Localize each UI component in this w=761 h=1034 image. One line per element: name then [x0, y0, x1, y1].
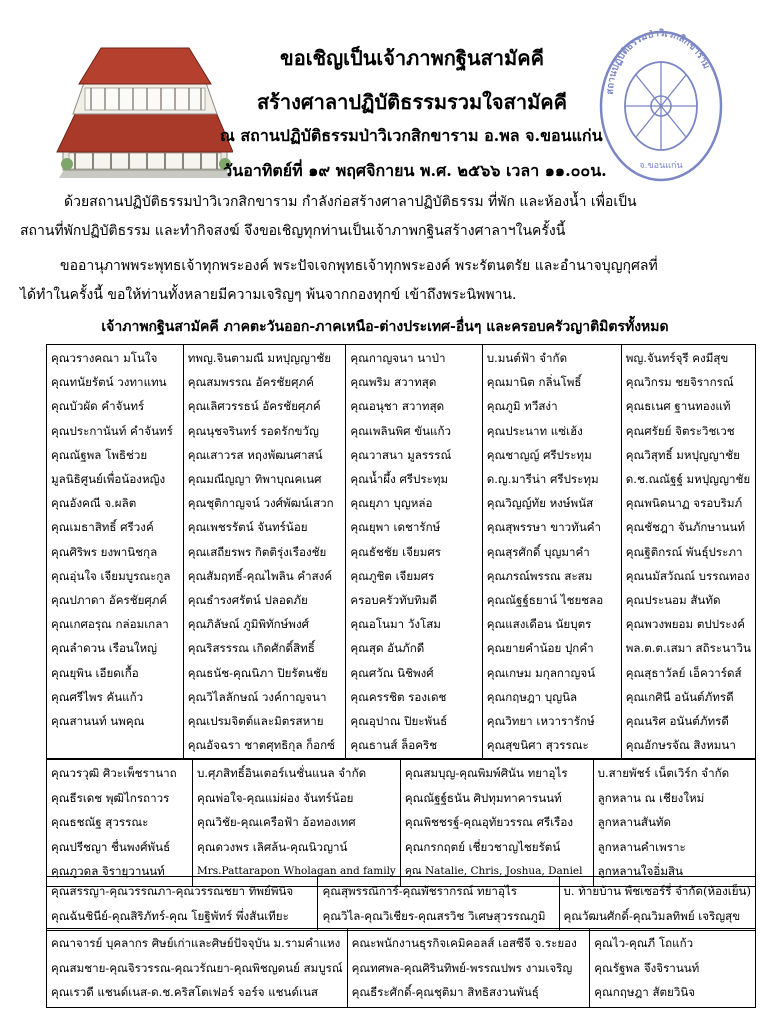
host-name: คุณภูชิต เจียมศร [350, 568, 435, 583]
host-name: คุณวิชัย-คุณเครือฟ้า อ้อทองเทศ [196, 815, 356, 829]
hosts-table-main [46, 344, 756, 760]
host-name: คุณลำดวน เรือนใหญ่ [51, 641, 158, 656]
project-title: สร้างศาลาปฏิบัติธรรมรวมใจสามัคคี [256, 90, 568, 114]
hosts-column-3 [346, 345, 482, 760]
host-name: คุณฐิติกรณ์ พันธุ์ประภา [625, 544, 743, 559]
host-name: คุณเพชรรัตน์ จันทร์น้อย [187, 520, 308, 535]
host-name: คุณกาญจนา นาป่า [350, 351, 446, 365]
intro-p1-line-2: สถานที่พักปฏิบัติธรรม และทำกิจสงฆ์ จึงขอเชิญทุกท่านเป็นเจ้าภาพกฐินสร้างศาลาฯในครั้งนี้ [20, 223, 566, 239]
host-name: คุณธัชชัย เจียมศร [350, 544, 441, 559]
host-name: คุณไว-คุณภี โถแก้ว [594, 936, 694, 950]
host-name: คุณ Natalie, Chris, Joshua, Daniel [404, 865, 583, 877]
host-name: คุณพวงพยอม ตปประงค์ [625, 617, 745, 632]
seal-ring-text: สถานปฏิบัติธรรมป่าวิเวกสิกขาราม [604, 28, 712, 95]
hosts-table-third [46, 876, 756, 931]
host-name: คุณสานนท์ นพคุณ [51, 714, 145, 729]
intro-paragraph-2 [20, 252, 750, 310]
host-name: คุณครรชิต รองเดช [350, 689, 447, 704]
hosts-column-1 [47, 759, 193, 887]
pavilion-building-image [55, 40, 233, 180]
host-name: คุณวรวุฒิ ศิวะเพ็ชรานาถ [51, 766, 177, 780]
host-name: ลูกหลานสันทัด [597, 815, 672, 829]
host-name: คุณสุพรรษา ขาวทันคำ [486, 520, 602, 535]
host-name: คุณภูมิ ทวีสง่า [486, 399, 558, 414]
host-name: คุณประกานันท์ คำจันทร์ [51, 423, 173, 438]
host-name: คุณวิทยา เหวารารักษ์ [486, 714, 595, 729]
host-name: คุณสมบุญ-คุณพิมพ์ศินัน ทยาอุไร [404, 766, 568, 780]
host-name: คุณเลิศวรรธน์ อัครชัยศุภค์ [187, 399, 321, 414]
invitation-title: ขอเชิญเป็นเจ้าภาพกฐินสามัคคี [280, 46, 544, 70]
host-name: คุณวิญญ์ทัย หงษ์พนัส [486, 496, 594, 511]
host-name: คุณสุธาวัลย์ เอ็ควาร์ดส์ [625, 665, 742, 680]
host-name: คุณเสถียรพร กิตติรุ่งเรืองชัย [187, 544, 327, 559]
host-name: คุณสุขนิศา สุวรรณะ [486, 738, 589, 753]
host-name: คุณธเนศ ฐานทองแท้ [625, 399, 731, 414]
hosts-table-fourth [46, 928, 756, 1008]
hosts-column-2 [192, 759, 400, 887]
host-name: คุณนุชจรินทร์ รอดรักขวัญ [187, 423, 319, 438]
intro-p2-line-1: ขออานุภาพพระพุทธเจ้าทุกพระองค์ พระปัจเจกพุทธเจ้าทุกพระองค์ พระรัตนตรัย และอำนาจบุญกุศลที่ [60, 258, 658, 274]
host-name: คุณเกศอรุณ กล่อมเกลา [51, 617, 169, 632]
host-name: คุณแสงเดือน นัยบุตร [486, 617, 592, 632]
host-name: คุณอังคณี จ.ผลิต [51, 496, 137, 511]
host-name: คุณนริศ อนันต์ภัทรดี [625, 714, 729, 729]
host-name: คุณสุด อันภักดี [350, 641, 425, 656]
host-name: คุณสมชาย-คุณจิรวรรณ-คุณวรัณยา-คุณพิชญดนย์ สมบูรณ์ [51, 960, 343, 975]
host-name: คุณพนิดนาฏ จรอบริมภ์ [625, 496, 743, 511]
host-name: ทพญ.จินตามณี มหปุญญาชัย [187, 351, 331, 365]
host-name: คุณศรัยย์ จิตระวิชเวช [625, 423, 735, 438]
host-name: คุณพ่อใจ-คุณแม่ผ่อง จันทร์น้อย [196, 790, 354, 805]
host-name: คุณพิชชรฐ์-คุณอุทัยวรรณ ศรีเรือง [404, 815, 574, 829]
temple-seal-image [596, 22, 726, 184]
hosts-column-2 [347, 929, 590, 1008]
host-name: คุณชุติกาญจน์ วงศ์พัฒน์เสวก [187, 496, 334, 511]
host-name: คุณอักษรจัณ สิงหมนา [625, 738, 736, 753]
host-name: คุณวาสนา มูลรรรณ์ [350, 447, 452, 462]
hosts-section-title: เจ้าภาพกฐินสามัคคี ภาคตะวันออก-ภาคเหนือ-ต่างประเทศ-อื่นๆ และครอบครัวญาติมิตรทั้งหมด [101, 319, 669, 335]
host-name: คุณธำรงศรัตน์ ปลอดภัย [187, 593, 308, 608]
host-name: คุณทศพล-คุณศิรินทิพย์-พรรณปพร งามเจริญ [351, 960, 573, 975]
host-name: คุณธีระศักดิ์-คุณชุติมา สิทธิสงวนพันธุ์ [351, 985, 539, 999]
host-name: คุณกฤษฎา บุญนิล [486, 689, 578, 704]
host-name: คุณศิริพร ยงพานิชกุล [51, 544, 158, 559]
host-name: คุณนมัสวัณณ์ บรรณทอง [625, 568, 750, 583]
host-name: คุณวรางคณา มโนใจ [51, 351, 158, 365]
host-name: คุณเปรมจิตต์และมิตรสหาย [187, 714, 324, 729]
hosts-column-4 [482, 345, 621, 760]
host-name: คุณสุรศักดิ์ บุญมาคำ [486, 544, 590, 559]
host-name: คุณเมธาสิทธิ์ ศรีวงค์ [51, 520, 154, 535]
host-name: ครอบครัวทับทิมดี [350, 593, 437, 608]
host-name: คุณประนอม สันทัด [625, 593, 721, 608]
host-name: คุณวิกรม ชยจิรากรณ์ [625, 375, 734, 390]
hosts-column-1 [47, 929, 348, 1008]
hosts-column-3 [559, 877, 755, 931]
host-name: คุณกฤษฎา สัตยวินิจ [594, 985, 696, 999]
host-name: คุณภูวดล จิรายุวานนท์ [51, 864, 165, 878]
host-name: Mrs.Pattarapon Wholagan and family [196, 865, 396, 877]
host-name: พล.ต.ต.เสมา สถิระนาวิน [625, 641, 751, 656]
host-name: คุณชาญญ์ ศรีประทุม [486, 447, 592, 462]
host-name: คุณยุพิน เอียดเกื้อ [51, 665, 139, 680]
host-name: คุณอัจฉรา ชาตศุทธิกุล ก็อกซ์ [187, 738, 335, 753]
hosts-column-1 [47, 345, 184, 760]
host-name: คุณสมพรรณ อัครชัยศุภค์ [187, 375, 314, 390]
intro-paragraph-1 [20, 188, 750, 246]
host-name: คุณริสรรรณ เกิดศักดิ์สิทธิ์ [187, 641, 315, 656]
host-name: คุณอุ่นใจ เจียมบูรณะกูล [51, 568, 171, 583]
host-name: คุณณัฐฐ์ธนัน ศิปทุมทาคารนนท์ [404, 790, 562, 805]
host-name: บ. ท้ายบ้าน พืชเซอร์รี่ จำกัด(ห้องเย็น) [563, 884, 751, 898]
host-name: คุณธนัช-คุณนิภา ปิยรัตนชัย [187, 665, 328, 680]
host-name: ลูกหลาน ณ เชียงใหม่ [597, 790, 705, 805]
host-name: คุณศวัณ นิชิพงศ์ [350, 665, 434, 680]
date-time-line: วันอาทิตย์ที่ ๑๙ พฤศจิกายน พ.ศ. ๒๕๖๖ เวลา ๑๑.๐๐น. [223, 161, 607, 180]
host-name: คุณน้ำผึ้ง ศรีประทุม [350, 472, 449, 487]
hosts-column-1 [47, 877, 318, 931]
host-name: คุณณัฐพล โพธิช่วย [51, 447, 148, 462]
host-name: คุณอุปาณ ปิยะพันธ์ [350, 714, 448, 729]
host-name: บ.มนต์ฟ้า จำกัด [486, 351, 568, 365]
host-name: คุณภิลัษณ์ ภูมิพิทักษ์พงศ์ [187, 617, 309, 632]
host-name: ด.ญ.มารีน่า ศรีประทุม [486, 472, 599, 487]
hosts-column-2 [318, 877, 559, 931]
host-name: คุณปภาดา อัครชัยศุภค์ [51, 593, 168, 608]
host-name: คุณธชณัฐ สุวรรณะ [51, 815, 149, 829]
host-name: คุณอโนมา วังโสม [350, 617, 441, 632]
host-name: คุณเสาวรส หฤงพัฒนศาสน์ [187, 447, 323, 462]
intro-p1-line-1: ด้วยสถานปฏิบัติธรรมป่าวิเวกสิกขาราม กำลังก่อสร้างศาลาปฏิบัติธรรม ที่พัก และห้องน้ำ เพื่อเป็น [64, 194, 637, 210]
host-name: คุณภรณ์พรรณ สะสม [486, 568, 593, 583]
intro-p2-line-2: ได้ทำในครั้งนี้ ขอให้ท่านทั้งหลายมีความเจริญๆ พ้นจากกองทุกข์ เข้าถึงพระนิพพาน. [20, 287, 517, 303]
host-name: คณาจารย์ บุคลากร ศิษย์เก่าและศิษย์ปัจจุบัน ม.รามคำแหง [51, 936, 341, 950]
host-name: คุณวิไล-คุณวิเชียร-คุณสรวิช วิเศษสุวรรณภูมิ [322, 908, 546, 923]
host-name: บ.ศุภสิทธิ์อินเตอร์เนชั่นแนล จำกัด [196, 766, 367, 780]
host-name: พญ.จันทร์จุรี คงมีสุข [625, 351, 729, 365]
host-name: คุณอนุชา สวาทสุด [350, 399, 445, 414]
host-name: คุณเกศินี อนันต์ภัทรดี [625, 689, 734, 704]
host-name: คุณเพลินพิศ ขันแก้ว [350, 423, 452, 438]
host-name: คณะพนักงานธุรกิจเคมิคอลส์ เอสซีจี จ.ระยอง [351, 936, 577, 950]
host-name: คุณธีรเดช พุฒิไกรถาวร [51, 790, 170, 805]
host-name: คุณศรีไพร คันแก้ว [51, 689, 144, 704]
seal-bottom-text: จ.ขอนแก่น [639, 161, 683, 171]
hosts-column-3 [590, 929, 756, 1008]
host-name: ด.ช.ณณัฐฐ์ มหปุญญาชัย [625, 472, 751, 487]
host-name: บ.สายพัชร์ เน็ตเวิร์ก จำกัด [597, 766, 730, 780]
hosts-column-5 [621, 345, 755, 760]
host-name: คุณวิสุทธิ์ มหปุญญาชัย [625, 447, 740, 462]
host-name: คุณณัฐฐ์ธยาน์ ไชยชลอ [486, 593, 604, 608]
host-name: คุณรัฐพล จึงจิรานนท์ [594, 960, 700, 975]
host-name: คุณสัมฤทธิ์-คุณไพลิน คำสงค์ [187, 568, 333, 583]
host-name: คุณประนาท แซ่เฮ้ง [486, 423, 583, 438]
hosts-table-second [46, 758, 756, 887]
host-name: คุณสรรญา-คุณวรรณภา-คุณวรรณชยา ทิพย์พินิจ [51, 884, 294, 898]
host-name: คุณธานส์ ล็อคริช [350, 738, 438, 753]
host-name: คุณเรวดี แชนด์เนส-ด.ช.คริสโตเฟอร์ จอร์จ แชนด์เนส [51, 985, 318, 999]
host-name: คุณปรีชญา ชื่นพงศ์พันธ์ [51, 839, 171, 854]
host-name: คุณมณีญญา ทิพาบุณคเนศ [187, 472, 322, 487]
host-name: คุณสุพรรณิการ์-คุณพัชรากรณ์ ทยาอุไร [322, 884, 517, 898]
host-name: คุณทนัยรัตน์ วงทาแทน [51, 375, 167, 390]
host-name: คุณยุพา เดชารักษ์ [350, 520, 441, 535]
host-name: คุณมานิต กลิ่นโพธิ์ [486, 375, 582, 390]
hosts-column-4 [593, 759, 755, 887]
host-name: ลูกหลานคำเพราะ [597, 839, 686, 854]
host-name: คุณฉันชินีย์-คุณสิริภัทร์-คุณ โยฐิพัทร์ พึ่งสันเทียะ [51, 908, 289, 923]
host-name: คุณกรกฤตย์ เชี่ยวชาญไชยรัตน์ [404, 839, 561, 854]
host-name: คุณชัชฎา จันภักษานนท์ [625, 520, 746, 535]
host-name: คุณบัวผัด คำจันทร์ [51, 399, 145, 414]
host-name: คุณยายคำน้อย ปุกคำ [486, 641, 594, 656]
hosts-column-2 [183, 345, 346, 760]
header [0, 0, 761, 180]
host-name: คุณพริม สวาทสุด [350, 375, 437, 390]
location-line: ณ สถานปฏิบัติธรรมป่าวิเวกสิกขาราม อ.พล จ.ขอนแก่น [220, 126, 603, 145]
host-name: คุณยุภา บุญหล่อ [350, 496, 433, 511]
host-name: ลูกหลานใจอิ่มสิน [597, 864, 683, 878]
host-name: คุณดวงพร เลิศล้น-คุณนิวญาน์ [196, 839, 348, 854]
host-name: มูลนิธิศูนย์เพื่อน้องหญิง [51, 472, 166, 487]
host-name: คุณวัฒนศักดิ์-คุณวิมลทิพย์ เจริญสุข [563, 908, 741, 923]
host-name: คุณเกษม มกุลกาญจน์ [486, 665, 596, 680]
host-name: คุณวิไลลักษณ์ วงค์กาญจนา [187, 689, 327, 704]
hosts-column-3 [400, 759, 593, 887]
